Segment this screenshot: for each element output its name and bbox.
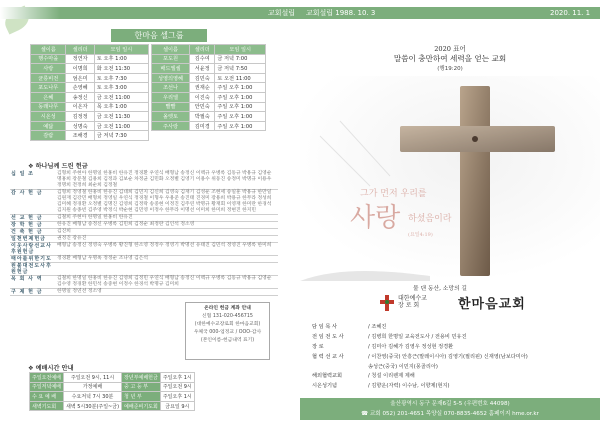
denomination-line: 장 로 회 [398, 302, 420, 309]
offering-names: 정경환 배형남 우명옥 정정순 조나영 김은석 [56, 256, 278, 263]
cell-group-row [152, 64, 266, 74]
staff-label: 장 로 [312, 343, 324, 350]
offering-row [10, 263, 278, 276]
cell-group-row [31, 102, 149, 112]
offering-row [10, 190, 278, 215]
cell-group-name: 동래나무 [31, 102, 66, 112]
online-line: 우체국 000-업정교 / OOO-감사 [193, 330, 262, 335]
cell-group-time: 금 저녁 7:30 [94, 131, 148, 141]
online-line: (대한예수교장로회 한마음교회) [194, 322, 261, 327]
online-line: (본인이름-헌금내역 표기) [200, 338, 255, 343]
worship-row [30, 392, 195, 402]
cell-group-leader: 권재순 [190, 83, 215, 93]
cell-group-leader: 안민숙 [190, 102, 215, 112]
staff-value: / 김향운(자력) 이수남, 이향제(현지) [368, 383, 450, 390]
cell-group-leader: 김정정 [66, 112, 94, 122]
cell-group-name: 은혜 [31, 92, 66, 102]
worship-label: 장년부예배헌금 [122, 373, 161, 383]
cell-group-time: 토 오후 7:30 [94, 73, 148, 83]
staff-value: / 이찬영(중국) 안흥근(말레이시아) 김영기(필리핀) 신재영(남보다미아) [368, 353, 528, 360]
church-logo-icon [380, 295, 394, 311]
offering-names: 김형희 정영철 한홍비 한유진 김대희 김민지 김신희 김영숙 김재기 김성운 조현세 송일훈 박용규 한만일 김원재 김강민 배형희 정영일 우연식 정경철 이형우 우용준 송진태 진경미 장용희 박용규 한무라 정성희 김미혜 정경환 오정별 김명진 김영희 김정락 송중현 이정진 김주연 박명규 황재회 이영재 한미란 한경석 김지원 송종빈 김주영 박정식 박순현 김민영 이정수 한무라 이명선 이미희 한미희 정현진 한지민 [56, 190, 278, 215]
staff-list [310, 322, 530, 391]
staff-row [310, 371, 530, 381]
founded-text: 교회설립 1988. 10. 3 [268, 9, 296, 41]
cell-group-leader: 엄은미 [66, 73, 94, 83]
worship-row [30, 382, 195, 392]
cell-group-leader: 정연자 [66, 54, 94, 64]
cell-group-time: 화 오전 11:30 [94, 64, 148, 74]
cell-group-leader: 송정신 [66, 92, 94, 102]
worship-row [30, 373, 195, 383]
offerings-heading: ❖ 하나님께 드린 헌금 [28, 163, 88, 170]
cell-group-name: 행수마을 [31, 54, 66, 64]
cell-group-time: 금 저녁 7:50 [215, 64, 266, 74]
offering-row [10, 222, 278, 229]
footer-contact: ☎ 교회 052) 201-4651 목양실 070-8835-4652 홈페이지 hme.or.kr [361, 411, 539, 417]
offering-names: 한유진 배형남 송정신 우병록 김민희 김정순 최정란 김인석 정소영 [56, 222, 278, 229]
cell-group-row [152, 92, 266, 102]
staff-value: / 청설 이리렌제 제해 [368, 373, 415, 380]
staff-row [310, 351, 530, 361]
worship-label: 주일오전예배 [30, 373, 64, 383]
cell-group-row [31, 54, 149, 64]
offering-row [10, 276, 278, 289]
svg-text:(요일4:19): (요일4:19) [408, 232, 433, 238]
staff-row [310, 381, 530, 391]
offering-label: 이웃사랑선교사후원헌금 [10, 243, 56, 256]
offering-label: 일천번제헌금 [10, 236, 56, 243]
offering-label: 원불대전도사후원헌금 [10, 263, 56, 276]
cell-group-leader: 성명숙 [66, 121, 94, 131]
cell-group-leader: 이명희 [66, 64, 94, 74]
cell-group-row [31, 92, 149, 102]
cell-group-leader: 손영혜 [66, 83, 94, 93]
theme-year: 2020 표어 [434, 45, 466, 53]
cell-group-leader: 이온자 [66, 102, 94, 112]
cell-group-leader: 김수여 [190, 54, 215, 64]
cell-group-table-right [151, 44, 266, 131]
cell-group-row [152, 73, 266, 83]
cell-group-time: 주일 오후 1:00 [215, 112, 266, 122]
worship-row [30, 401, 195, 411]
svg-text:하셨음이라: 하셨음이라 [408, 214, 452, 224]
worship-label: 새벽기도회 [30, 401, 64, 411]
col-header: 모임 일시 [94, 45, 148, 55]
denomination [398, 295, 427, 309]
cell-group-time: 주일 오후 1:00 [215, 92, 266, 102]
worship-time: 주일오전 9시, 11시 [63, 373, 121, 383]
worship-heading: ❖ 예배시간 안내 [28, 365, 74, 372]
staff-row [310, 332, 530, 342]
offering-names: 한명일 정연선 정소영 [56, 289, 278, 296]
offering-row [10, 289, 278, 296]
worship-time: 금요일 9시 [160, 401, 194, 411]
offering-names: 김철희 한명일 한홍비 한유진 김영희 김정민 우연식 배형남 송정신 이맥규 우병록 김동규 박용규 김영순 김수영 정경환 한민석 송중현 이정수 한경석 박명규 김미희 [56, 276, 278, 289]
cell-group-name: 균릉비전 [31, 73, 66, 83]
cell-group-row [31, 73, 149, 83]
cell-group-name: 사랑 [31, 64, 66, 74]
offering-row [10, 256, 278, 263]
denomination-line: 대한예수교 [398, 295, 427, 302]
cell-group-row [152, 121, 266, 131]
staff-value: / 김미아 김혜가 김영우 정성현 정경환 [368, 343, 454, 350]
cell-group-leader: 김민숙 [190, 73, 215, 83]
cell-group-time: 금 오전 11:00 [94, 92, 148, 102]
offering-label: 십 일 조 [10, 171, 56, 190]
staff-label [310, 361, 366, 371]
cross-vertical [460, 86, 490, 276]
staff-row [310, 322, 530, 332]
cell-group-time: 토 오후 3:00 [94, 83, 148, 93]
cell-group-row [152, 83, 266, 93]
offering-names: 김진희 [56, 229, 278, 236]
worship-time: 주일오후 1시 [160, 392, 194, 402]
worship-label: 중 고 등 부 [122, 382, 161, 392]
staff-row [310, 361, 530, 371]
offering-label: 감 사 헌 금 [10, 190, 56, 215]
offering-label: 장 학 헌 금 [10, 222, 56, 229]
cell-group-leader: 서윤정 [190, 64, 215, 74]
cell-group-row [152, 102, 266, 112]
cell-group-row [152, 112, 266, 122]
offering-label: 건 축 헌 금 [10, 229, 56, 236]
offering-label: 선 교 헌 금 [10, 215, 56, 222]
cell-group-name: 성영의영혜 [152, 73, 190, 83]
col-header: 모임 일시 [215, 45, 266, 55]
worship-time: 가정예배 [63, 382, 121, 392]
cell-group-row [31, 112, 149, 122]
cell-group-time: 목 오후 1:00 [94, 102, 148, 112]
cell-group-row [31, 64, 149, 74]
footer-bar [300, 398, 600, 420]
cell-group-time: 금 오전 11:00 [94, 121, 148, 131]
cell-group-leader: 박필숙 [190, 112, 215, 122]
church-name: 한마음교회 [458, 297, 526, 312]
cell-groups-title: 한마음 셀그룹 [111, 29, 207, 42]
cell-group-name: 조선나 [152, 83, 190, 93]
cell-group-row [31, 121, 149, 131]
cell-group-time: 주일 오후 1:00 [215, 83, 266, 93]
offering-label: 목 회 사 역 [10, 276, 56, 289]
theme-text: 말씀이 충만하여 세력을 얻는 교회 [393, 54, 507, 63]
online-line: 신협 131-020-456715 [202, 314, 253, 319]
col-header: 셀이름 [31, 45, 66, 55]
svg-text:그가 먼저 우리를: 그가 먼저 우리를 [360, 189, 427, 199]
staff-label: 전 임 전 도 사 [312, 334, 344, 341]
cell-group-time: 금 저녁 7:00 [215, 54, 266, 64]
online-giving-box [185, 302, 270, 360]
online-giving-title: 온라인 헌금 계좌 안내 [204, 306, 251, 311]
offerings-list [10, 171, 278, 296]
cell-group-name: 주사랑 [152, 121, 190, 131]
footer-address: 울산광역시 동구 문재6길 5-5 (우편번호 44098) [390, 401, 510, 407]
col-header: 셀리더 [66, 45, 94, 55]
cell-group-row [152, 54, 266, 64]
staff-label: 협 력 선 교 사 [312, 353, 344, 360]
col-header: 셀리더 [190, 45, 215, 55]
staff-value: / 조혜진 [368, 324, 387, 331]
cell-group-name: 올렛토 [152, 112, 190, 122]
offering-row [10, 243, 278, 256]
svg-text:사랑: 사랑 [350, 203, 401, 233]
worship-time: 수요저녁 7시 30분 [63, 392, 121, 402]
cell-group-name: 포도나무 [31, 83, 66, 93]
staff-label: 담 임 목 사 [312, 324, 337, 331]
cell-group-name: 예닮 [31, 121, 66, 131]
cell-group-time: 금 오전 11:30 [94, 112, 148, 122]
cell-group-leader: 김미경 [190, 121, 215, 131]
worship-time: 새벽 5시30분(주일~금) [63, 401, 121, 411]
staff-value: 송성근(중국) 이민지(몽골리아) [368, 363, 438, 370]
top-bar-right [300, 7, 600, 19]
cell-group-time: 토 오전 11:00 [215, 73, 266, 83]
cell-group-table-left [30, 44, 149, 141]
cell-group-name: 감람 [31, 131, 66, 141]
offering-row [10, 236, 278, 243]
worship-label: 수 요 예 배 [30, 392, 64, 402]
cell-group-name: 우리엘 [152, 92, 190, 102]
offering-names: 김철희 주현아 한명일 한홍비 한유진 [56, 215, 278, 222]
offering-label: 태아를위한기도 [10, 256, 56, 263]
worship-label: 주일저녁예배 [30, 382, 64, 392]
founded-text: 교회설립 1988. 10. 3 [306, 9, 376, 17]
staff-label: 해외협력교회 [312, 373, 343, 380]
cell-group-time: 주일 오후 1:00 [215, 102, 266, 112]
offering-label: 구 제 헌 금 [10, 289, 56, 296]
staff-value: / 김병희 한명일 교육전도사 / 전용비 민유진 [368, 334, 467, 341]
worship-time: 주일오후 1시 [160, 373, 194, 383]
worship-label: 예배준비기도회 [122, 401, 161, 411]
cell-group-leader: 조해경 [66, 131, 94, 141]
col-header: 셀이름 [152, 45, 190, 55]
cell-group-name: 포도원 [152, 54, 190, 64]
cell-group-name: 빨빨 [152, 102, 190, 112]
church-motto: 물 댄 동산, 소망의 길 [413, 286, 468, 292]
cell-group-row [31, 131, 149, 141]
staff-row [310, 342, 530, 352]
cell-group-time: 주일 오후 1:00 [215, 121, 266, 131]
cell-group-name: 배드엘셀 [152, 64, 190, 74]
worship-times-table [29, 372, 195, 411]
offering-names: 배형남 송정신 정영숙 우병록 황진형 한소영 정정수 정영기 박명선 유태진 김민석 정영진 우병록 한미희 [56, 243, 278, 256]
offering-names: 권정진 장유진 [56, 236, 278, 243]
cell-group-leader: 이진숙 [190, 92, 215, 102]
worship-time: 주일오전 9시 [160, 382, 194, 392]
worship-label: 청 년 부 [122, 392, 161, 402]
cross-picture [300, 76, 600, 281]
cell-group-name: 시온성 [31, 112, 66, 122]
offering-row [10, 229, 278, 236]
offering-names: 김형희 주현아 한명일 한홍비 한유진 정경환 우연식 배형남 송정신 이맥규 우병록 김동규 박용규 김영순 명홍희 장문철 김용희 김정과 김보순 차정균 김민화 오정별 김영기 이용수 위동진 송정미 박명규 이용우 정명희 전정희 최순희 김정철 [56, 171, 278, 190]
staff-label: 시온성기념 [312, 383, 338, 390]
offering-names [56, 263, 278, 276]
bulletin-date: 2020. 11. 1 [550, 9, 591, 17]
cell-group-row [31, 83, 149, 93]
cell-group-time: 토 오후 1:00 [94, 54, 148, 64]
theme-reference: (행19:20) [437, 66, 463, 72]
bulletin-right-page [300, 0, 600, 424]
offering-row [10, 215, 278, 222]
offering-row [10, 171, 278, 190]
